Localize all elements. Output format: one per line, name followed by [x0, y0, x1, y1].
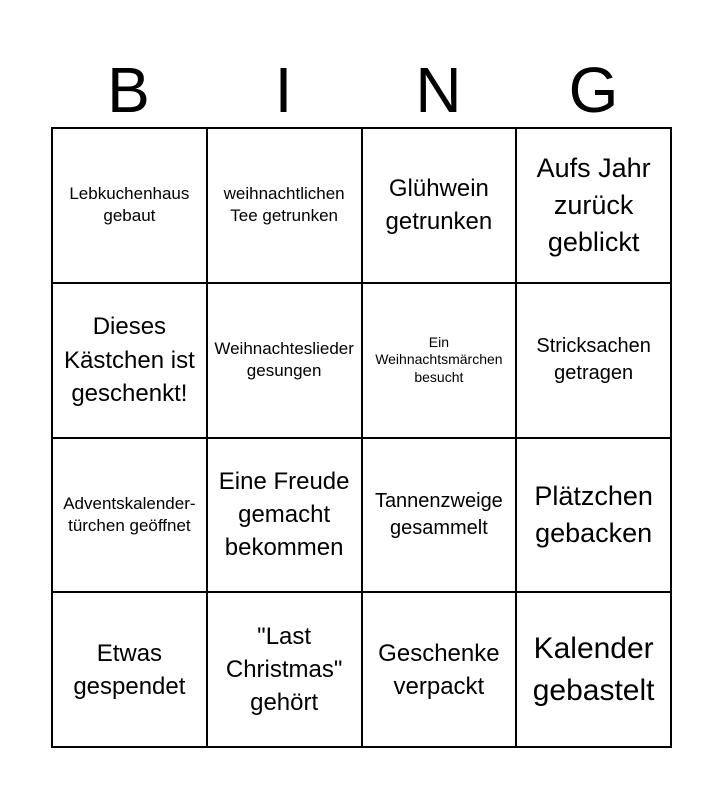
- cell-label: Dieses Kästchen ist geschenkt!: [64, 313, 195, 407]
- bingo-cell[interactable]: [208, 593, 363, 748]
- bingo-cell[interactable]: [363, 284, 518, 439]
- bingo-cell[interactable]: [53, 593, 208, 748]
- bingo-cell[interactable]: [363, 129, 518, 284]
- bingo-cell[interactable]: [517, 593, 672, 748]
- cell-label: Lebkuchenhaus gebaut: [69, 184, 190, 226]
- bingo-cell[interactable]: [208, 439, 363, 594]
- bingo-header: [51, 52, 671, 128]
- bingo-cell[interactable]: [517, 284, 672, 439]
- bingo-board: [51, 127, 672, 748]
- cell-label: Aufs Jahr zurück geblickt: [536, 152, 651, 257]
- cell-label: "Last Christmas" gehört: [225, 622, 343, 717]
- header-letter-g: G: [568, 54, 619, 126]
- bingo-cell[interactable]: [53, 129, 208, 284]
- cell-label: Ein Weihnachtsmärchen besucht: [375, 333, 503, 385]
- bingo-cell[interactable]: [208, 284, 363, 439]
- cell-label: Etwas gespendet: [73, 639, 186, 700]
- bingo-cell[interactable]: [53, 284, 208, 439]
- header-letter-b: B: [107, 54, 150, 126]
- cell-label: Adventskalender-türchen geöffnet: [63, 493, 196, 535]
- cell-label: weihnachtlichen Tee getrunken: [223, 184, 345, 226]
- cell-label: Glühwein getrunken: [385, 175, 493, 236]
- cell-label: Plätzchen gebacken: [534, 480, 653, 548]
- cell-label: Weihnachteslieder gesungen: [214, 339, 354, 381]
- bingo-cell[interactable]: [517, 439, 672, 594]
- header-letter-i: I: [274, 54, 293, 126]
- bingo-cell[interactable]: [53, 439, 208, 594]
- header-letter-n: N: [415, 54, 462, 126]
- cell-label: Eine Freude gemacht bekommen: [218, 468, 350, 562]
- cell-label: Kalender gebastelt: [532, 632, 655, 707]
- bingo-cell[interactable]: [363, 439, 518, 594]
- cell-label: Tannenzweige gesammelt: [374, 489, 503, 539]
- bingo-cell[interactable]: [363, 593, 518, 748]
- bingo-cell[interactable]: [517, 129, 672, 284]
- cell-label: Stricksachen getragen: [536, 335, 651, 385]
- cell-label: Geschenke verpackt: [378, 639, 500, 700]
- bingo-cell[interactable]: [208, 129, 363, 284]
